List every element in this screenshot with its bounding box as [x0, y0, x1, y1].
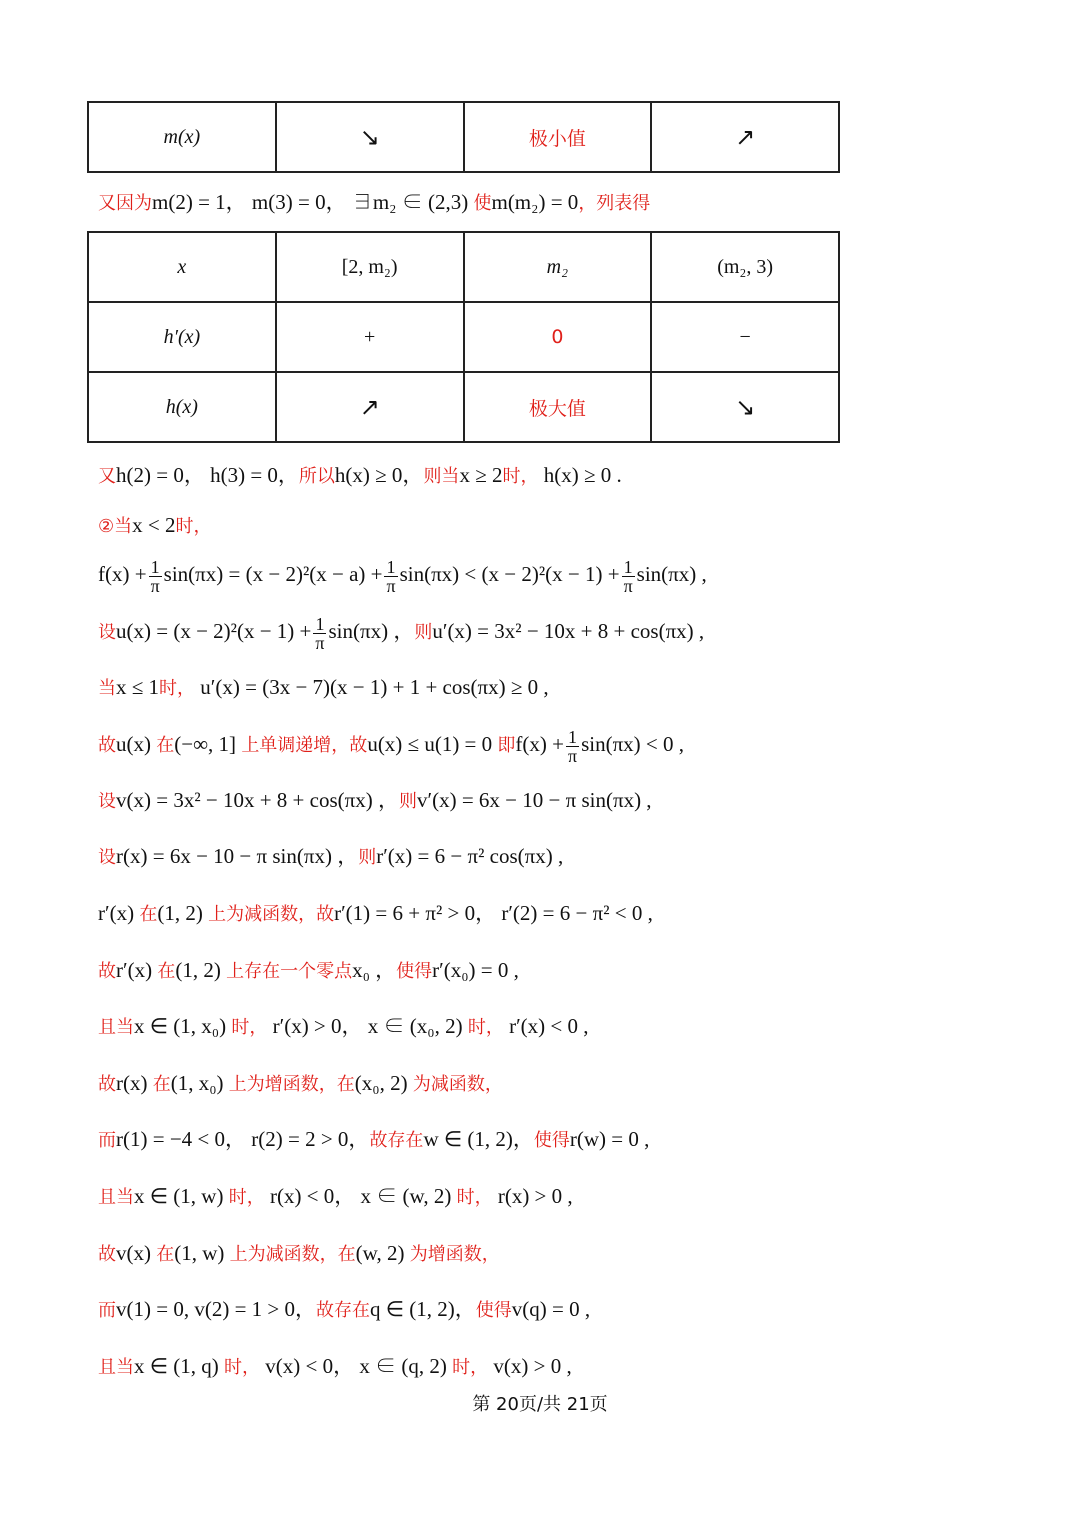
text-line: 故r(x) 在(1, x₀) 上为增函数，在(x₀, 2) 为减函数，	[98, 1071, 503, 1095]
text-line: 而v(1) = 0, v(2) = 1 > 0，故存在q ∈ (1, 2)，使得v(q) = 0 ,	[98, 1297, 591, 1321]
text-line: 故r′(x) 在(1, 2) 上存在一个零点x₀ ，使得r′(x₀) = 0 ,	[98, 958, 519, 982]
table-row	[88, 302, 839, 372]
decreasing-arrow-icon: ↘	[359, 123, 380, 151]
table-cell: 0	[464, 302, 652, 372]
table-header-cell: m₂	[464, 232, 652, 302]
text-line: 设r(x) = 6x − 10 − π sin(πx) ，则r′(x) = 6 − π² cos(πx) ,	[98, 844, 564, 868]
table-cell: +	[276, 302, 464, 372]
text-line: 且当x ∈ (1, q) 时， v(x) < 0， x ∈ (q, 2) 时， v(x) > 0 ,	[98, 1354, 572, 1378]
table-row	[88, 372, 839, 442]
table-header-cell: [2, m₂)	[276, 232, 464, 302]
table-cell	[276, 372, 464, 442]
table-cell: −	[651, 302, 839, 372]
fraction: $\frac{1}{\pi}$	[567, 727, 578, 766]
text-line: 故u(x) 在(−∞, 1] 上单调递增，故u(x) ≤ u(1) = 0 即f(x) + $\frac{1}{\pi}$ sin(πx) < 0 ,	[98, 727, 685, 766]
monotonicity-table-m	[87, 101, 840, 173]
fraction: $\frac{1}{\pi}$	[315, 614, 325, 653]
fraction: $\frac{1}{\pi}$	[386, 557, 396, 596]
text-line: 又h(2) = 0， h(3) = 0，所以h(x) ≥ 0，则当x ≥ 2时， h(x) ≥ 0 .	[98, 463, 622, 487]
table-cell-increasing	[651, 102, 839, 172]
text-line: 设u(x) = (x − 2)²(x − 1) + $\frac{1}{\pi}$ sin(πx) ，则u′(x) = 3x² − 10x + 8 + cos(πx) ,	[98, 614, 705, 653]
text-line: f(x) + $\frac{1}{\pi}$ sin(πx) = (x − 2)²(x − a) + $\frac{1}{\pi}$ sin(πx) < (x − 2)²(x − 1) + $\frac{1}{\pi}$ sin(πx) ,	[98, 557, 707, 596]
text-line: 设v(x) = 3x² − 10x + 8 + cos(πx) ，则v′(x) = 6x − 10 − π sin(πx) ,	[98, 788, 652, 812]
decreasing-arrow-icon: ↘	[735, 393, 756, 421]
increasing-arrow-icon: ↗	[735, 123, 756, 151]
table-header-cell: x	[88, 232, 276, 302]
text-line: 且当x ∈ (1, x₀) 时， r′(x) > 0， x ∈ (x₀, 2) 时， r′(x) < 0 ,	[98, 1014, 589, 1038]
table-header-cell: (m₂, 3)	[651, 232, 839, 302]
text-line: 且当x ∈ (1, w) 时， r(x) < 0， x ∈ (w, 2) 时， r(x) > 0 ,	[98, 1184, 573, 1208]
increasing-arrow-icon: ↗	[359, 393, 380, 421]
table-cell-decreasing	[276, 102, 464, 172]
page-number-footer: 第 20页/共 21页	[472, 1394, 608, 1415]
text-line: 而r(1) = −4 < 0， r(2) = 2 > 0，故存在w ∈ (1, 2)，使得r(w) = 0 ,	[98, 1127, 650, 1151]
table-row	[88, 102, 839, 172]
text-line: 当x ≤ 1时， u′(x) = (3x − 7)(x − 1) + 1 + cos(πx) ≥ 0 ,	[98, 675, 549, 699]
table-cell-minimum: 极小值	[464, 102, 652, 172]
fraction: $\frac{1}{\pi}$	[150, 557, 160, 596]
table-cell-label: m(x)	[88, 102, 276, 172]
table-cell: h′(x)	[88, 302, 276, 372]
table-cell: h(x)	[88, 372, 276, 442]
text-line: 又因为m(2) = 1， m(3) = 0， ∃m₂ ∈ (2,3) 使m(m₂) = 0，列表得	[98, 190, 651, 214]
table-row	[88, 232, 839, 302]
text-line: ②当x < 2时，	[98, 513, 212, 537]
fraction: $\frac{1}{\pi}$	[623, 557, 633, 596]
table-cell-maximum: 极大值	[464, 372, 652, 442]
table-cell	[651, 372, 839, 442]
text-line: 故v(x) 在(1, w) 上为减函数，在(w, 2) 为增函数，	[98, 1241, 500, 1265]
text-line: r′(x) 在(1, 2) 上为减函数，故r′(1) = 6 + π² > 0， r′(2) = 6 − π² < 0 ,	[98, 901, 653, 925]
monotonicity-table-h	[87, 231, 840, 443]
